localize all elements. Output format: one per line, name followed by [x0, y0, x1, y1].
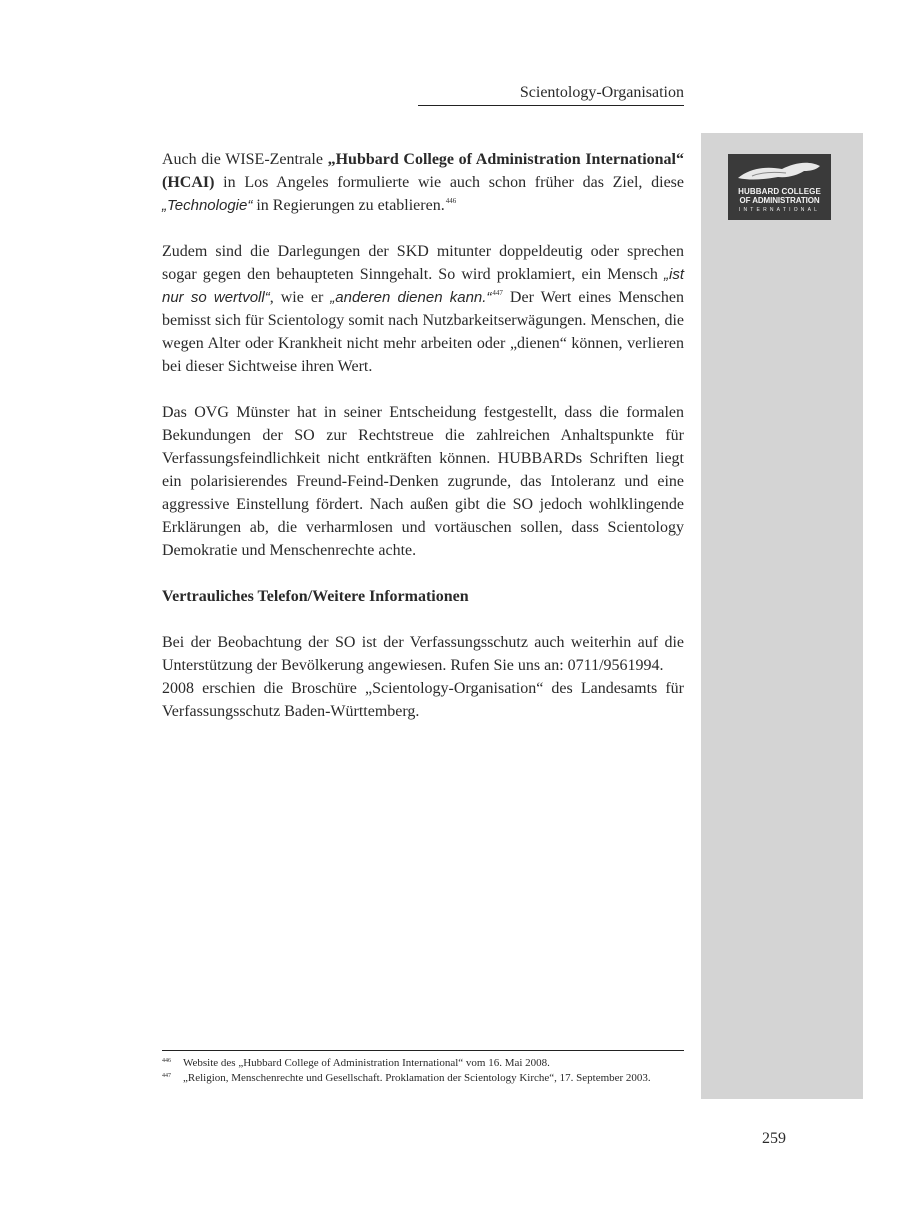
footnote-number: 446 — [162, 1058, 171, 1064]
footnote-447 — [162, 1071, 684, 1086]
footnotes — [162, 1056, 684, 1086]
paragraph-2 — [162, 240, 684, 378]
footnote-ref-446[interactable]: 446 — [445, 197, 457, 205]
text-run: Auch die WISE-Zentrale — [162, 151, 328, 168]
text-run: Zudem sind die Darlegungen der SKD mitunter doppeldeutig oder sprechen sogar gegen den behaupteten Sinngehalt. So wird proklamiert, ein Mensch — [162, 243, 684, 283]
page-number: 259 — [762, 1130, 786, 1147]
running-header: Scientology-Organisation — [418, 84, 684, 106]
footnote-ref-447[interactable]: 447 — [492, 289, 503, 297]
footnote-text: „Religion, Menschenrechte und Gesellschaft. Proklamation der Scientology Kirche“, 17. September 2003. — [183, 1072, 651, 1084]
text-run: , wie er — [269, 289, 331, 306]
text-run: in Los Angeles formulierte wie auch schon früher das Ziel, diese — [214, 174, 684, 191]
italic-run: „anderen dienen kann.“ — [330, 289, 492, 306]
cat-icon — [728, 154, 831, 188]
hcai-logo — [728, 154, 831, 220]
text-run: in Regierungen zu etablieren. — [252, 197, 445, 214]
paragraph-1 — [162, 148, 684, 217]
logo-line-1: HUBBARD COLLEGE — [738, 187, 821, 196]
paragraph-5: 2008 erschien die Broschüre „Scientology-Organisation“ des Landesamts für Verfassungsschutz Baden-Württemberg. — [162, 680, 684, 720]
margin-sidebar — [701, 133, 863, 1099]
italic-run: „Technologie“ — [162, 197, 253, 214]
main-text — [162, 148, 684, 723]
logo-line-2: OF ADMINISTRATION — [739, 196, 820, 205]
section-heading: Vertrauliches Telefon/Weitere Informationen — [162, 588, 469, 605]
text-run: Der Wert eines Menschen bemisst sich für Scientology somit nach Nutzbarkeitserwägungen. Menschen, die wegen Alter oder Krankheit nicht mehr arbeiten oder „dienen“ können, verlieren bei dieser Sichtweise ihren Wert. — [162, 289, 684, 375]
footnote-text: Website des „Hubbard College of Administration International“ vom 16. Mai 2008. — [183, 1057, 550, 1069]
footnote-number: 447 — [162, 1073, 171, 1079]
paragraph-3: Das OVG Münster hat in seiner Entscheidung festgestellt, dass die formalen Bekundungen der SO zur Rechtstreue die zahlreichen Anhaltspunkte für Verfassungsfeindlichkeit nicht entkräften können. HUBBARDs Schriften liegt ein polarisierendes Freund-Feind-Denken zugrunde, das Intoleranz und eine aggressive Einstellung fördert. Nach außen gibt die SO jedoch wohlklingende Erklärungen ab, die verharmlosen und vortäuschen sollen, dass Scientology Demokratie und Menschenrechte achte. — [162, 404, 684, 559]
italic-run: „ist nur so wertvoll“ — [162, 266, 684, 306]
logo-line-3: INTERNATIONAL — [738, 207, 821, 213]
paragraph-4: Bei der Beobachtung der SO ist der Verfassungsschutz auch weiterhin auf die Unterstützung der Bevölkerung angewiesen. Rufen Sie uns an: 0711/9561994. — [162, 634, 684, 674]
bold-run: „Hubbard College of Administration International“ (HCAI) — [162, 151, 684, 191]
footnote-divider — [162, 1050, 684, 1051]
footnote-446 — [162, 1056, 684, 1071]
